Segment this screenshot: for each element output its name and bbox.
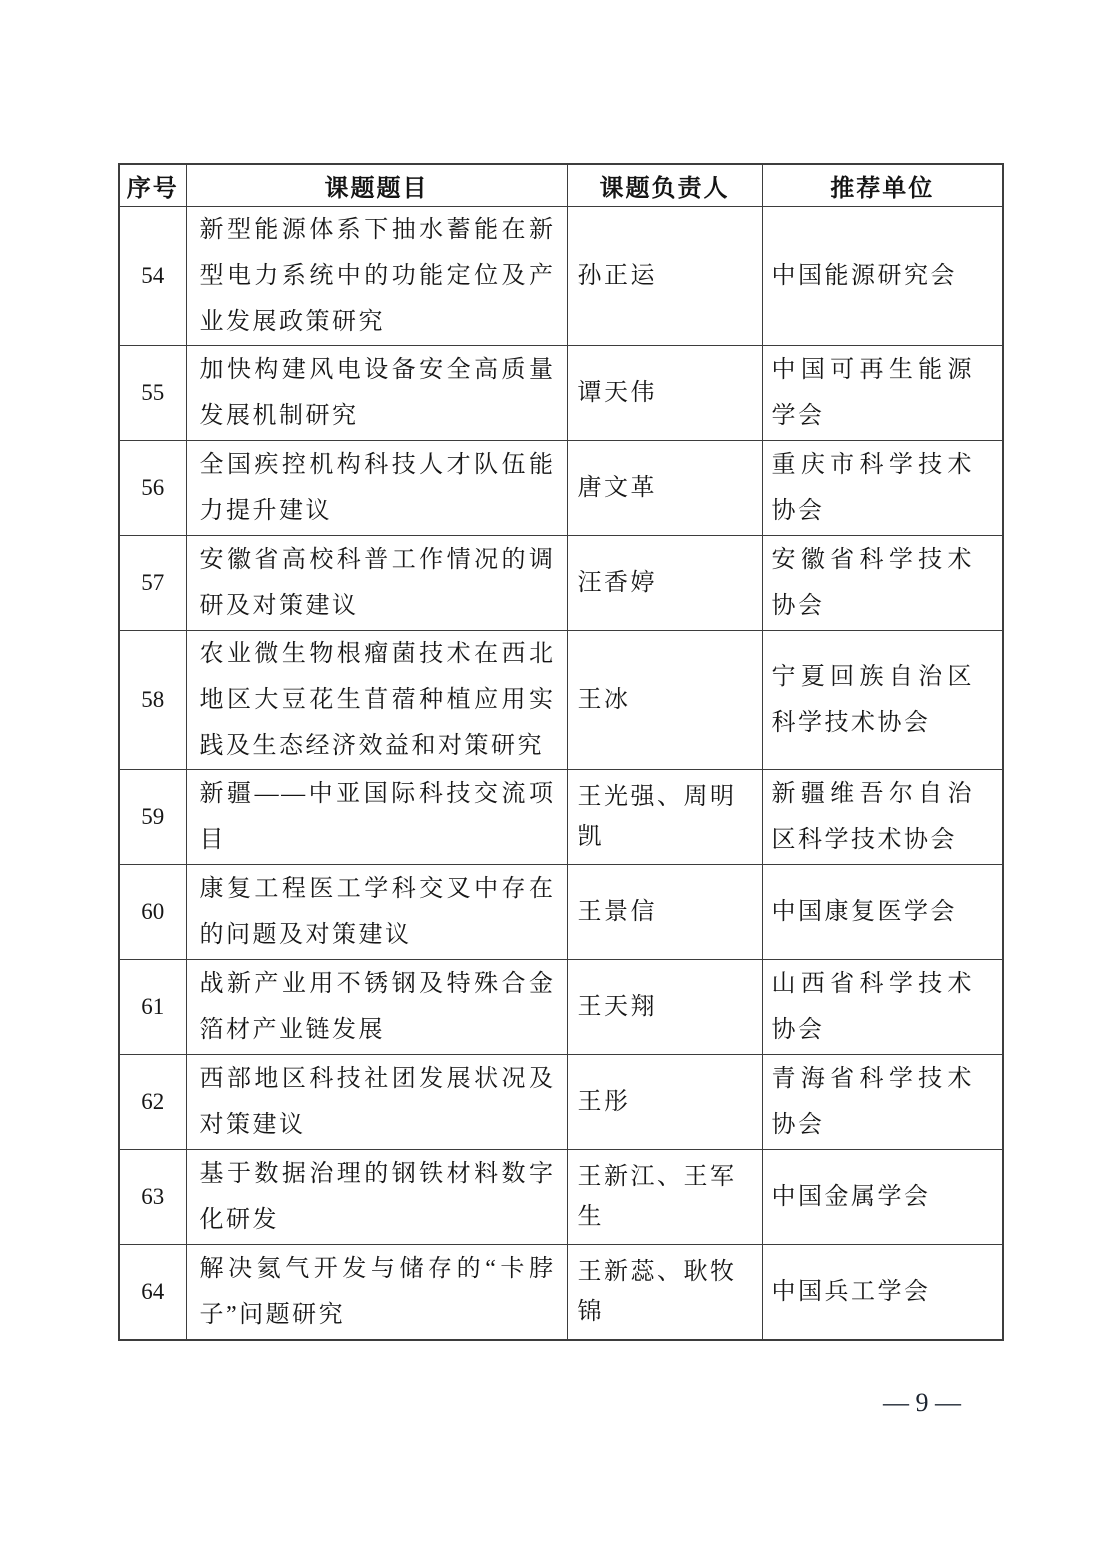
row-number: 61: [119, 960, 186, 1055]
row-number: 64: [119, 1245, 186, 1340]
table-row: [119, 1150, 1003, 1245]
topic-title: 安徽省高校科普工作情况的调研及对策建议: [186, 536, 567, 631]
header-topic-leader: 课题负责人: [567, 164, 762, 207]
table-row: [119, 865, 1003, 960]
topic-leader: 王彤: [567, 1055, 762, 1150]
table-row: [119, 770, 1003, 865]
recommending-unit: 中国金属学会: [762, 1150, 1003, 1245]
table-row: [119, 1055, 1003, 1150]
row-number: 62: [119, 1055, 186, 1150]
topic-leader: 王天翔: [567, 960, 762, 1055]
table-row: [119, 536, 1003, 631]
recommending-unit: 宁夏回族自治区科学技术协会: [762, 631, 1003, 770]
row-number: 57: [119, 536, 186, 631]
recommending-unit: 安徽省科学技术协会: [762, 536, 1003, 631]
header-recommending-unit: 推荐单位: [762, 164, 1003, 207]
row-number: 55: [119, 346, 186, 441]
table-row: [119, 631, 1003, 770]
table-row: [119, 441, 1003, 536]
topic-leader: 王光强、周明凯: [567, 770, 762, 865]
table-row: [119, 346, 1003, 441]
page-number: — 9 —: [883, 1388, 961, 1417]
topic-title: 全国疾控机构科技人才队伍能力提升建议: [186, 441, 567, 536]
topic-title: 康复工程医工学科交叉中存在的问题及对策建议: [186, 865, 567, 960]
topic-leader: 王新蕊、耿牧锦: [567, 1245, 762, 1340]
topic-title: 基于数据治理的钢铁材料数字化研发: [186, 1150, 567, 1245]
topic-title: 战新产业用不锈钢及特殊合金箔材产业链发展: [186, 960, 567, 1055]
topic-leader: 王新江、王军生: [567, 1150, 762, 1245]
topic-leader: 谭天伟: [567, 346, 762, 441]
topic-title: 新型能源体系下抽水蓄能在新型电力系统中的功能定位及产业发展政策研究: [186, 207, 567, 346]
header-topic-title: 课题题目: [186, 164, 567, 207]
topic-leader: 唐文革: [567, 441, 762, 536]
row-number: 58: [119, 631, 186, 770]
topic-leader: 汪香婷: [567, 536, 762, 631]
recommending-unit: 中国康复医学会: [762, 865, 1003, 960]
table-row: [119, 1245, 1003, 1340]
row-number: 56: [119, 441, 186, 536]
topic-title: 解决氦气开发与储存的“卡脖子”问题研究: [186, 1245, 567, 1340]
topic-leader: 王景信: [567, 865, 762, 960]
recommending-unit: 青海省科学技术协会: [762, 1055, 1003, 1150]
recommending-unit: 新疆维吾尔自治区科学技术协会: [762, 770, 1003, 865]
recommending-unit: 重庆市科学技术协会: [762, 441, 1003, 536]
recommending-unit: 中国兵工学会: [762, 1245, 1003, 1340]
row-number: 59: [119, 770, 186, 865]
topic-leader: 王冰: [567, 631, 762, 770]
header-serial-number: 序号: [119, 164, 186, 207]
row-number: 54: [119, 207, 186, 346]
topic-leader: 孙正运: [567, 207, 762, 346]
table-row: [119, 960, 1003, 1055]
topic-title: 新疆——中亚国际科技交流项目: [186, 770, 567, 865]
table-row: [119, 207, 1003, 346]
topics-table: [118, 163, 1004, 1341]
topic-title: 农业微生物根瘤菌技术在西北地区大豆花生苜蓿种植应用实践及生态经济效益和对策研究: [186, 631, 567, 770]
table-header-row: [119, 164, 1003, 207]
row-number: 60: [119, 865, 186, 960]
recommending-unit: 中国能源研究会: [762, 207, 1003, 346]
recommending-unit: 中国可再生能源学会: [762, 346, 1003, 441]
topic-title: 西部地区科技社团发展状况及对策建议: [186, 1055, 567, 1150]
row-number: 63: [119, 1150, 186, 1245]
topic-title: 加快构建风电设备安全高质量发展机制研究: [186, 346, 567, 441]
recommending-unit: 山西省科学技术协会: [762, 960, 1003, 1055]
